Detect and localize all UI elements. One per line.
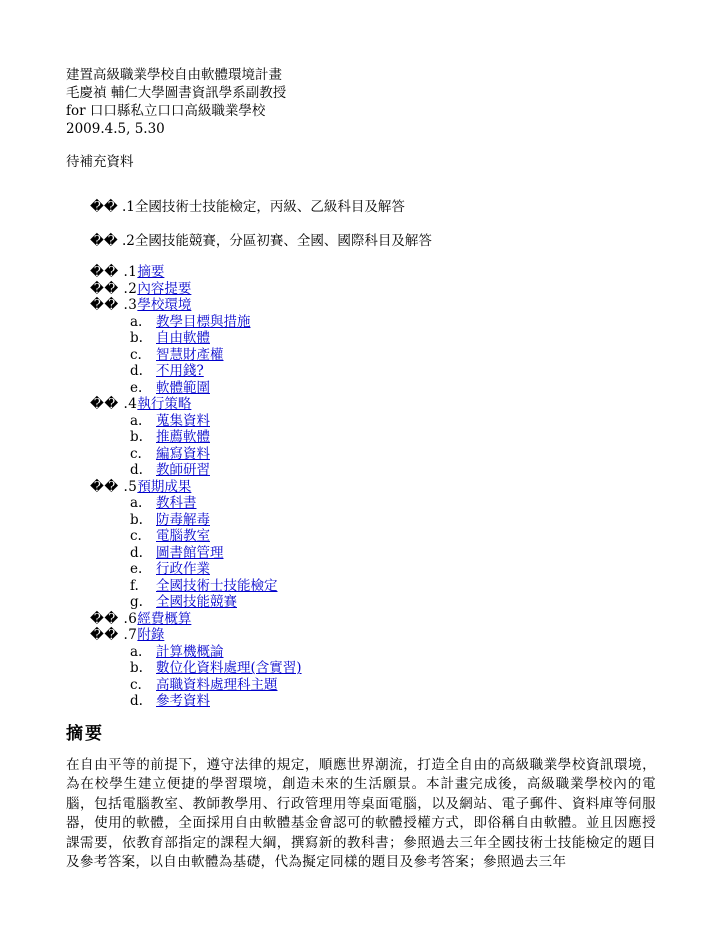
toc-subitem xyxy=(90,693,666,710)
toc-sublink[interactable]: 參考資料 xyxy=(156,693,210,709)
toc-subitem xyxy=(90,413,666,430)
toc-subitem xyxy=(90,495,666,512)
document-page xyxy=(66,66,666,873)
toc-link[interactable]: 摘要 xyxy=(137,264,165,280)
toc-subitem-letter: b. xyxy=(130,429,143,445)
summary-paragraph: 在自由平等的前提下，遵守法律的規定，順應世界潮流，打造全自由的高級職業學校資訊環境，為在校學生建立便捷的學習環境，創造未來的生活願景。本計畫完成後，高級職業學校內的電腦，包括電腦教室、教師教學用、行政管理用等桌面電腦，以及網站、電子郵件、資料庫等伺服器，使用的軟體，全面採用自由軟體基金會認可的軟體授權方式，即俗稱自由軟體。並且因應授課需要，依教育部指定的課程大綱，撰寫新的教科書；參照過去三年全國技術士技能檢定的題目及參考答案，以自由軟體為基礎，代為擬定同樣的題目及參考答案；參照過去三年 xyxy=(66,756,656,871)
toc-link[interactable]: 執行策略 xyxy=(137,396,192,412)
toc-subitem xyxy=(90,512,666,529)
section-heading-summary: 摘要 xyxy=(66,723,104,744)
toc-sublink[interactable]: 不用錢? xyxy=(156,363,204,379)
toc-link[interactable]: 附錄 xyxy=(137,627,165,643)
toc-sublink[interactable]: 自由軟體 xyxy=(156,330,210,346)
toc-sublink[interactable]: 教科書 xyxy=(156,495,197,511)
toc-sublink[interactable]: 智慧財產權 xyxy=(156,346,224,363)
toc-link[interactable]: 學校環境 xyxy=(137,297,192,313)
toc-subitem-letter: d. xyxy=(130,363,143,379)
pending-note-heading: 待補充資料 xyxy=(66,154,134,170)
toc-item xyxy=(90,627,666,644)
toc-subitem-letter: e. xyxy=(130,379,143,396)
toc-subitem-letter: b. xyxy=(130,330,143,346)
toc-subitem-letter: a. xyxy=(130,643,143,660)
toc-sublink[interactable]: 電腦教室 xyxy=(156,528,210,544)
toc-subitem xyxy=(90,446,666,463)
toc-link[interactable]: 內容提要 xyxy=(137,280,192,297)
toc-sublink[interactable]: 數位化資料處理(含實習) xyxy=(156,660,302,676)
toc-subitem xyxy=(90,578,666,595)
toc-subitem-letter: f. xyxy=(130,577,139,594)
toc-item xyxy=(90,297,666,314)
toc-sublink[interactable]: 圖書館管理 xyxy=(156,544,224,561)
toc-item xyxy=(90,281,666,298)
document-title: 建置高級職業學校自由軟體環境計畫 xyxy=(66,67,282,83)
toc-item xyxy=(90,611,666,628)
toc-item-number: �� .3 xyxy=(90,297,138,313)
toc-item-number: �� .2 xyxy=(90,280,138,297)
toc-subitem-letter: a. xyxy=(130,495,143,511)
toc-sublink[interactable]: 行政作業 xyxy=(156,561,210,577)
toc-subitem xyxy=(90,528,666,545)
toc-subitem xyxy=(90,660,666,677)
toc-sublink[interactable]: 軟體範圍 xyxy=(156,379,210,396)
toc-sublink[interactable]: 編寫資料 xyxy=(156,445,210,462)
toc-subitem-letter: b. xyxy=(130,660,143,676)
toc-sublink[interactable]: 全國技能競賽 xyxy=(156,594,237,610)
toc-subitem xyxy=(90,561,666,578)
toc-subitem xyxy=(90,462,666,479)
toc-subitem-letter: a. xyxy=(130,412,143,429)
toc-subitem xyxy=(90,363,666,380)
toc-subitem xyxy=(90,330,666,347)
toc-item-number: �� .5 xyxy=(90,478,138,495)
toc-sublink[interactable]: 計算機概論 xyxy=(156,643,224,660)
toc-subitem xyxy=(90,314,666,331)
toc-item-number: �� .4 xyxy=(90,396,138,412)
pending-note-2: �� .2全國技能競賽，分區初賽、全國、國際科目及解答 xyxy=(90,233,432,249)
toc-item-number: �� .1 xyxy=(90,264,138,280)
toc-subitem xyxy=(90,644,666,661)
toc-subitem xyxy=(90,429,666,446)
toc-subitem-letter: d. xyxy=(130,462,143,478)
date-line: 2009.4.5, 5.30 xyxy=(66,121,165,137)
toc-subitem-letter: b. xyxy=(130,511,143,528)
toc-sublink[interactable]: 高職資料處理科主題 xyxy=(156,676,278,693)
pending-note-1: �� .1全國技術士技能檢定，丙級、乙級科目及解答 xyxy=(90,199,405,215)
toc-subitem xyxy=(90,677,666,694)
toc-sublink[interactable]: 防毒解毒 xyxy=(156,511,210,528)
for-line: for 口口縣私立口口高級職業學校 xyxy=(66,103,266,119)
toc-sublink[interactable]: 推薦軟體 xyxy=(156,429,210,445)
toc-subitem-letter: e. xyxy=(130,561,143,577)
toc-item-number: �� .6 xyxy=(90,610,138,627)
toc-subitem-letter: c. xyxy=(130,528,142,544)
table-of-contents xyxy=(66,264,666,710)
toc-sublink[interactable]: 全國技術士技能檢定 xyxy=(156,577,278,594)
toc-sublink[interactable]: 教師研習 xyxy=(156,462,210,478)
toc-subitem-letter: g. xyxy=(130,594,143,610)
toc-item xyxy=(90,479,666,496)
toc-sublink[interactable]: 蒐集資料 xyxy=(156,412,210,429)
toc-subitem-letter: c. xyxy=(130,676,142,693)
toc-subitem xyxy=(90,594,666,611)
toc-subitem xyxy=(90,380,666,397)
toc-subitem-letter: c. xyxy=(130,445,142,462)
toc-subitem-letter: a. xyxy=(130,313,143,330)
toc-item-number: �� .7 xyxy=(90,627,138,643)
toc-item xyxy=(90,264,666,281)
toc-subitem-letter: c. xyxy=(130,346,142,363)
toc-link[interactable]: 經費概算 xyxy=(137,610,192,627)
toc-subitem xyxy=(90,347,666,364)
toc-subitem-letter: d. xyxy=(130,544,143,561)
toc-item xyxy=(90,396,666,413)
toc-subitem-letter: d. xyxy=(130,693,143,709)
author-line: 毛慶禎 輔仁大學圖書資訊學系副教授 xyxy=(66,85,287,101)
toc-subitem xyxy=(90,545,666,562)
toc-link[interactable]: 預期成果 xyxy=(137,478,192,495)
toc-sublink[interactable]: 教學目標與措施 xyxy=(156,313,251,330)
